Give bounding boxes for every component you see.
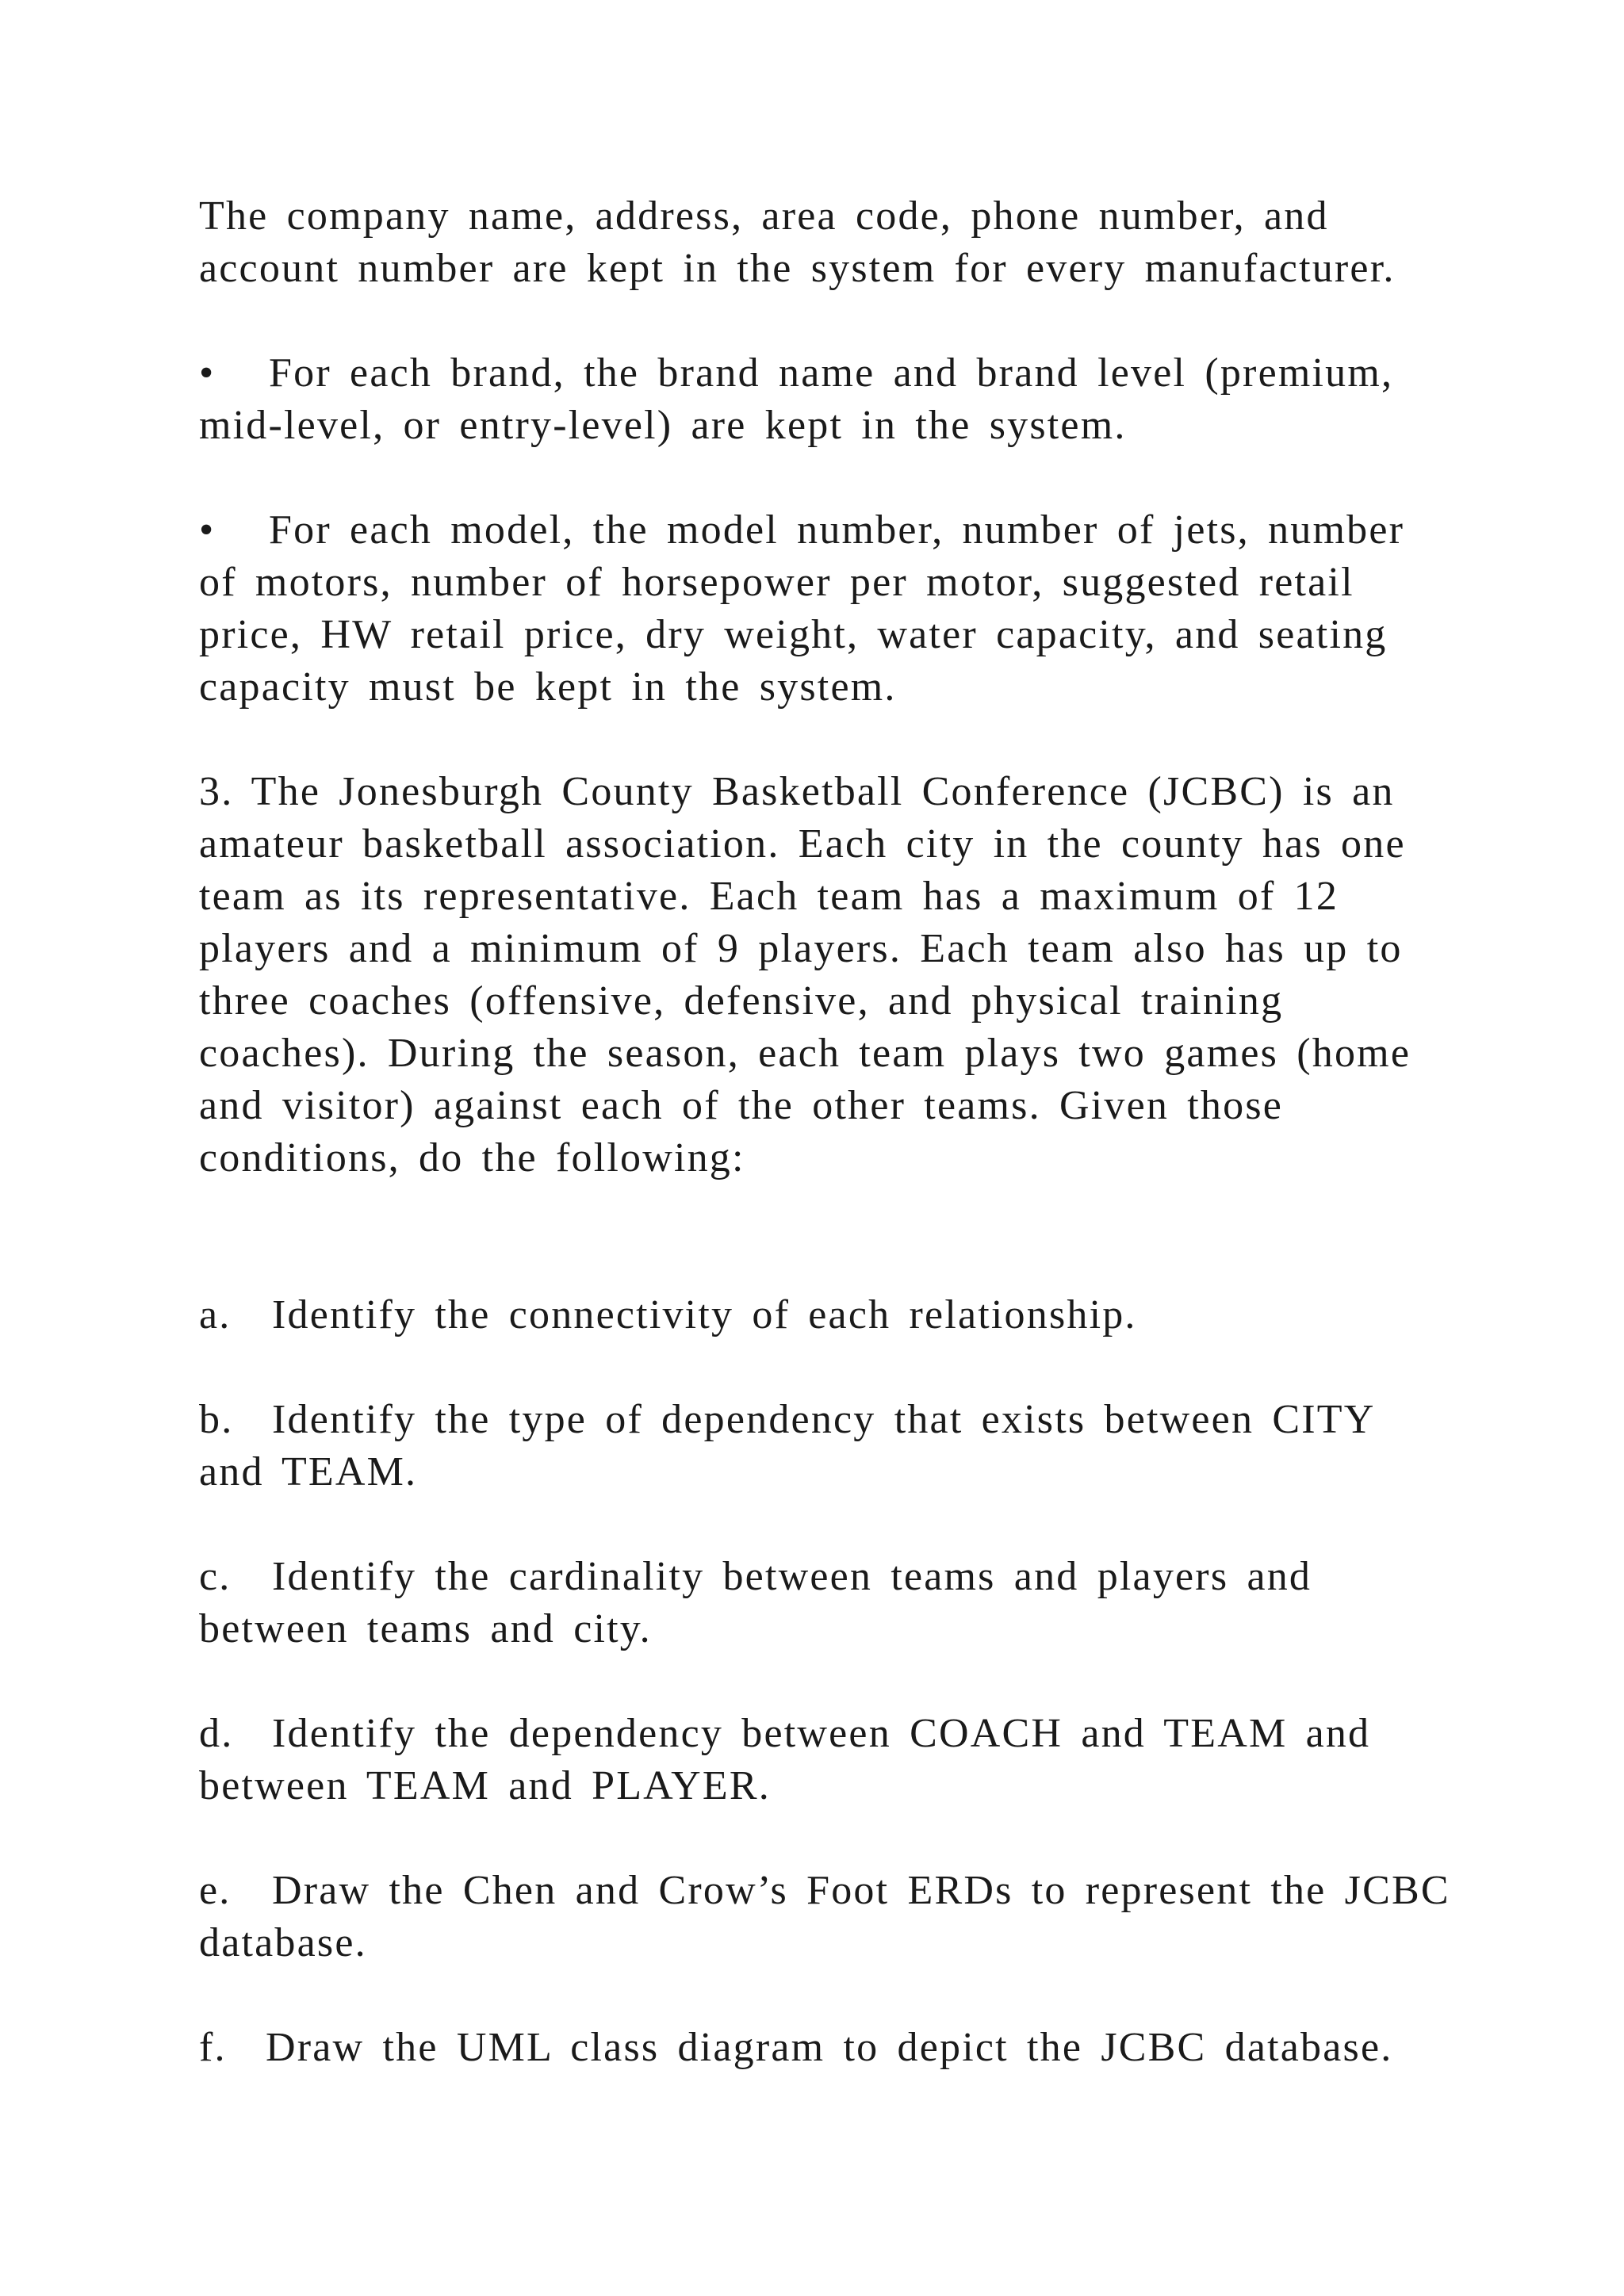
paragraph-text: The company name, address, area code, phone number, and account number are kept in the system for every manufacturer. — [199, 193, 1396, 291]
task-marker: b. — [199, 1397, 234, 1442]
task-item-d — [199, 1708, 1452, 1812]
task-item-c — [199, 1551, 1452, 1655]
task-marker: a. — [199, 1292, 232, 1337]
task-marker: f. — [199, 2025, 227, 2070]
paragraph-text: 3. The Jonesburgh County Basketball Conference (JCBC) is an amateur basketball association. Each city in the county has one team as its representative. Each team has a maximum of 12 players and a minimum of 9 players. Each team also has up to three coaches (offensive, defensive, and physical training coaches). During the season, each team plays two games (home and visitor) against each of the other teams. Given those conditions, do the following: — [199, 769, 1411, 1181]
task-item-b — [199, 1394, 1452, 1498]
task-text: Identify the cardinality between teams and players and between teams and city. — [199, 1554, 1312, 1651]
task-marker: e. — [199, 1868, 232, 1913]
task-item-a — [199, 1289, 1452, 1341]
jcbc-problem-paragraph — [199, 766, 1452, 1184]
bullet-text: For each brand, the brand name and brand level (premium, mid-level, or entry-level) are kept in the system. — [199, 350, 1394, 448]
model-bullet — [199, 504, 1452, 714]
task-item-f — [199, 2022, 1452, 2074]
brand-bullet — [199, 347, 1452, 452]
task-item-e — [199, 1865, 1452, 1969]
bullet-marker: • — [199, 350, 216, 396]
task-text: Identify the dependency between COACH and TEAM and between TEAM and PLAYER. — [199, 1711, 1371, 1808]
bullet-marker: • — [199, 507, 216, 553]
task-marker: c. — [199, 1554, 232, 1599]
bullet-text: For each model, the model number, number of jets, number of motors, number of horsepower per motor, suggested retail price, HW retail price, dry weight, water capacity, and seating capacity must be kept in the system. — [199, 507, 1405, 710]
task-text: Identify the type of dependency that exists between CITY and TEAM. — [199, 1397, 1374, 1494]
task-marker: d. — [199, 1711, 234, 1756]
manufacturer-paragraph — [199, 190, 1452, 295]
document-body — [199, 190, 1452, 2074]
task-text: Draw the UML class diagram to depict the JCBC database. — [266, 2025, 1393, 2070]
task-text: Identify the connectivity of each relationship. — [272, 1292, 1137, 1337]
task-text: Draw the Chen and Crow’s Foot ERDs to represent the JCBC database. — [199, 1868, 1450, 1965]
